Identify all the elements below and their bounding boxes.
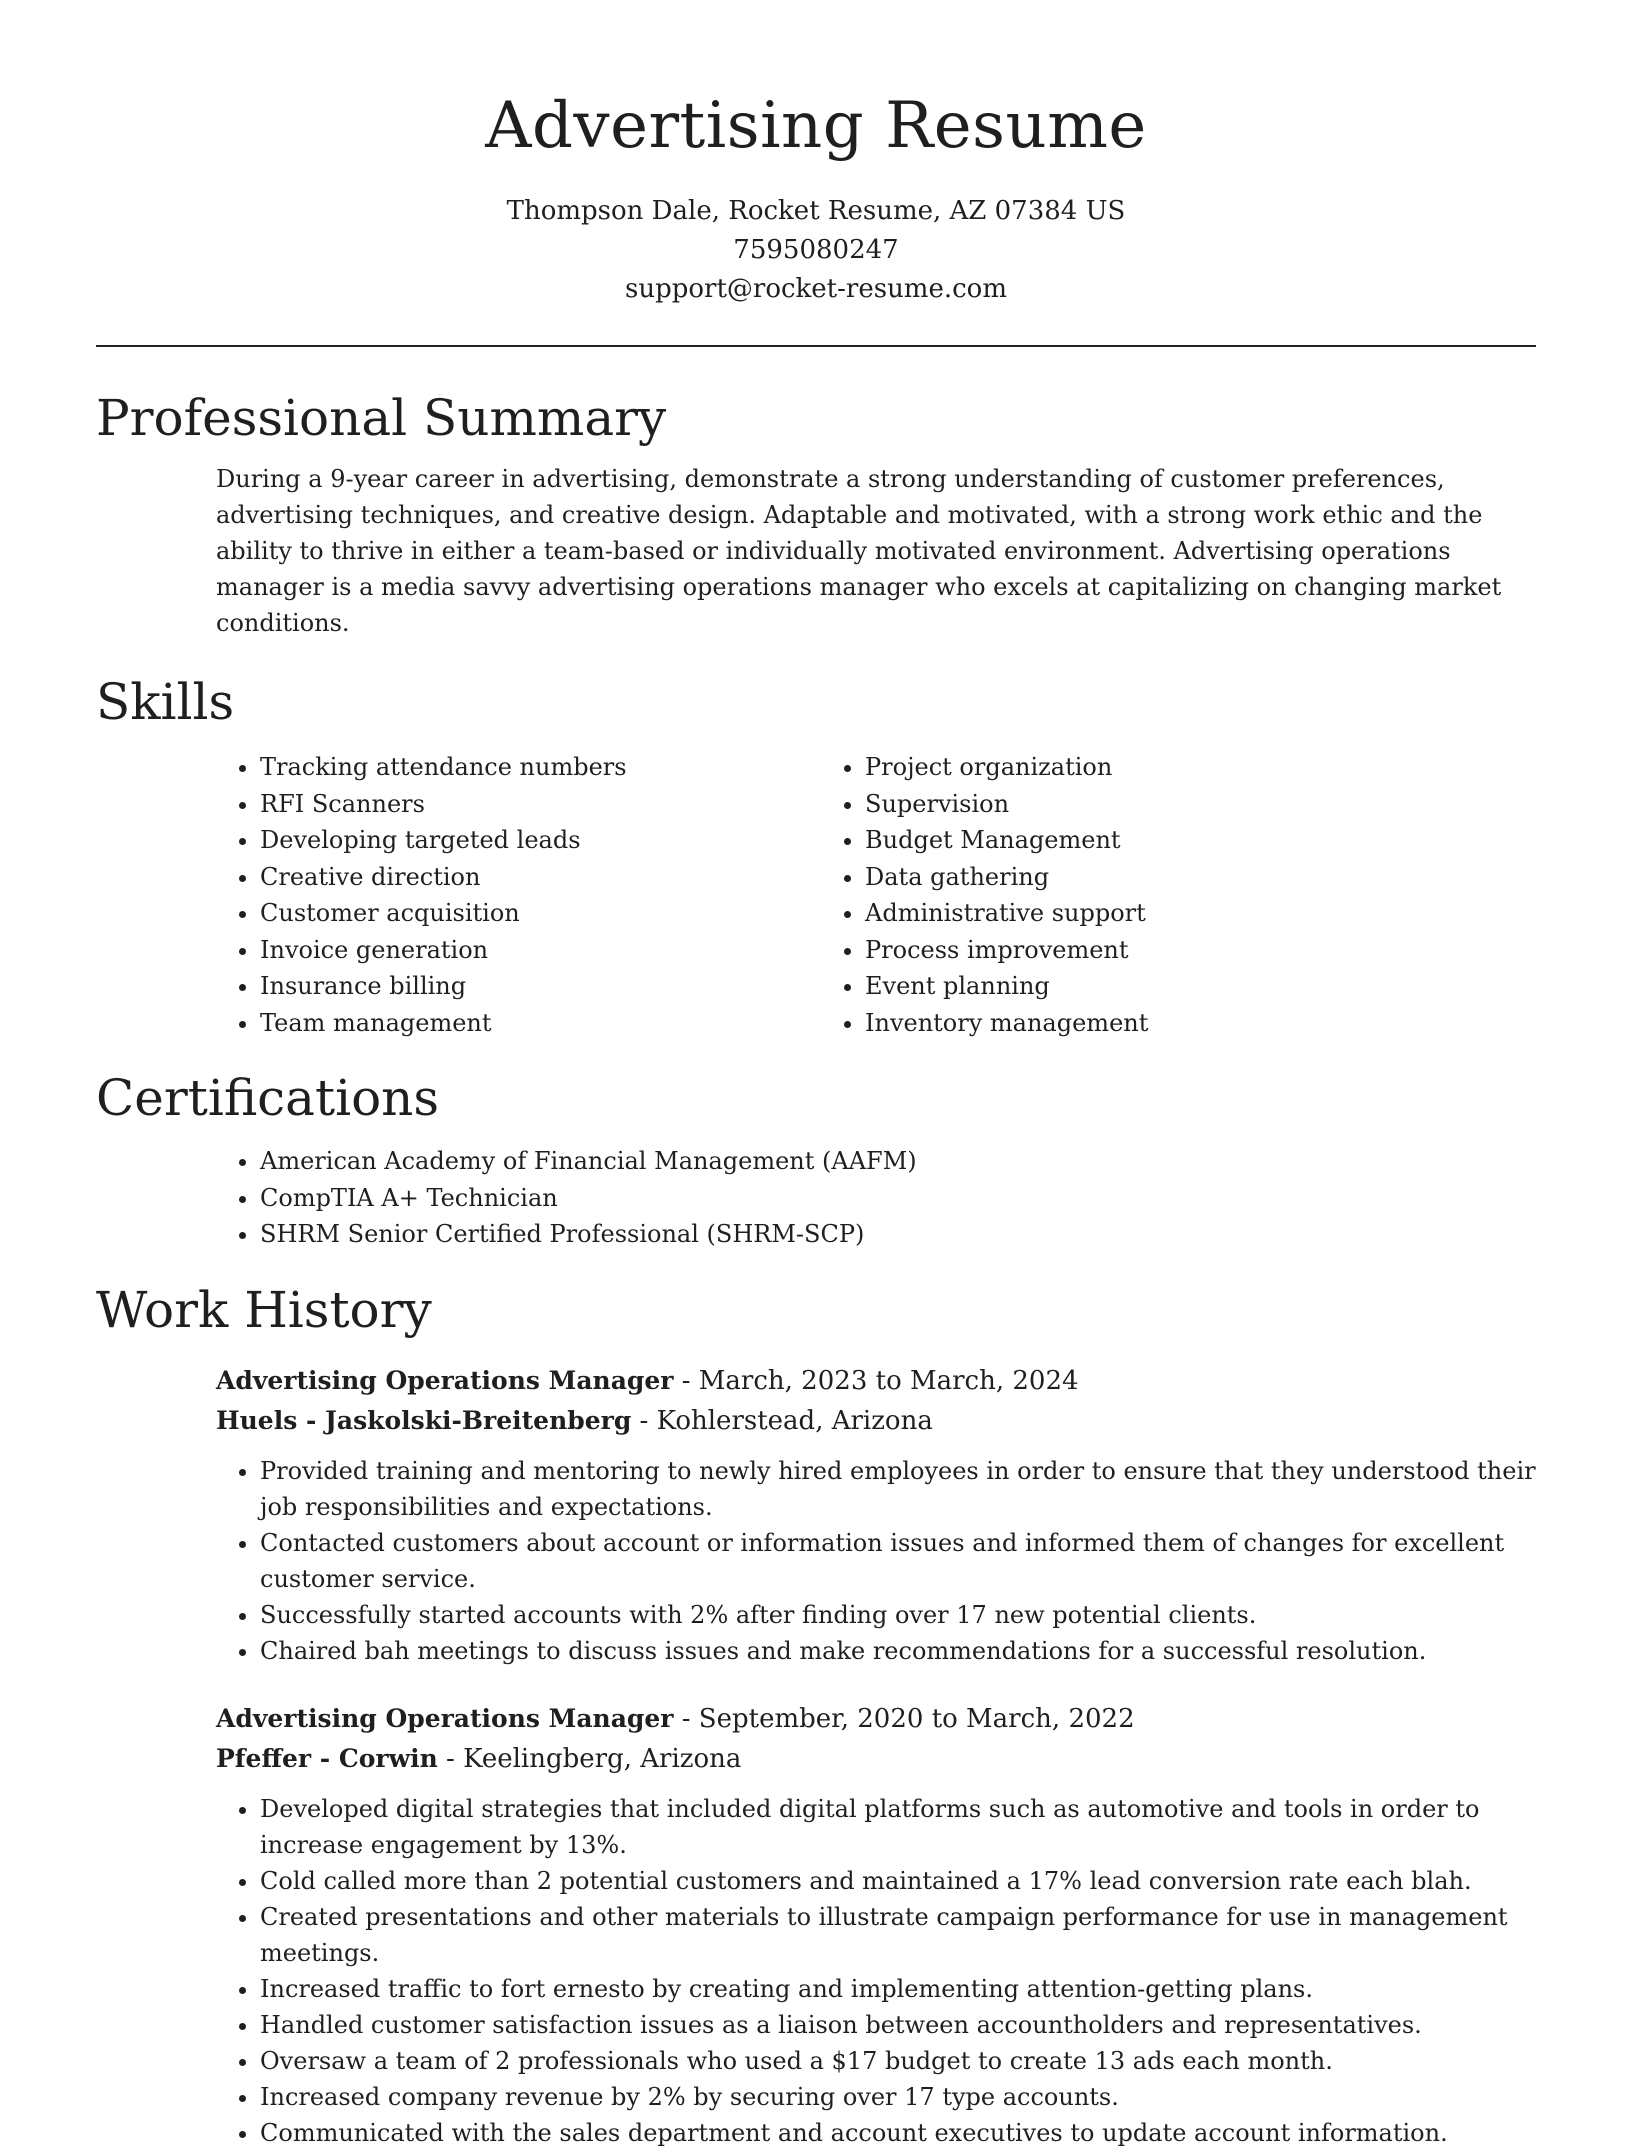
job-duty-item: • Developed digital strategies that included digital platforms such as automotive and tools in order to increase engagement by 13%.	[260, 1791, 1536, 1863]
resume-title: Advertising Resume	[485, 89, 1147, 163]
job-duty-item: • Chaired bah meetings to discuss issues and make recommendations for a successful resolution.	[260, 1633, 1536, 1669]
job-dates: - September, 2020 to March, 2022	[673, 1703, 1135, 1734]
certification-item: • CompTIA A+ Technician	[260, 1180, 1536, 1217]
job-entry	[216, 1361, 1536, 1669]
job-company-line	[216, 1401, 1536, 1441]
skill-item: • Budget Management	[865, 822, 1426, 859]
skills-column-left	[216, 749, 821, 1041]
resume-header	[96, 0, 1536, 309]
job-role: Advertising Operations Manager	[216, 1365, 674, 1395]
job-duty-item: • Successfully started accounts with 2% after finding over 17 new potential clients.	[260, 1597, 1536, 1633]
certification-item: • American Academy of Financial Management (AAFM)	[260, 1143, 1536, 1180]
job-company-line	[216, 1739, 1536, 1779]
job-duty-item: • Oversaw a team of 2 professionals who used a $17 budget to create 13 ads each month.	[260, 2043, 1536, 2079]
skill-item: • Customer acquisition	[260, 895, 821, 932]
skill-item: • Event planning	[865, 968, 1426, 1005]
contact-block	[96, 192, 1536, 309]
work-history-heading: Work History	[96, 1280, 432, 1339]
skills-column-right	[821, 749, 1426, 1041]
skills-list	[216, 749, 1536, 1041]
certification-item: • SHRM Senior Certified Professional (SHRM-SCP)	[260, 1216, 1536, 1253]
certifications-heading: Certifications	[96, 1069, 440, 1127]
job-location: - Keelingberg, Arizona	[437, 1743, 742, 1774]
skill-item: • Developing targeted leads	[260, 822, 821, 859]
skills-heading: Skills	[96, 673, 235, 731]
skill-item: • Invoice generation	[260, 932, 821, 969]
skill-item: • Data gathering	[865, 859, 1426, 896]
skill-item: • Process improvement	[865, 932, 1426, 969]
job-duties-list	[216, 1791, 1536, 2151]
job-duty-item: • Cold called more than 2 potential customers and maintained a 17% lead conversion rate each blah.	[260, 1863, 1536, 1899]
job-role: Advertising Operations Manager	[216, 1703, 674, 1733]
skill-item: • RFI Scanners	[260, 786, 821, 823]
job-duty-item: • Increased traffic to fort ernesto by creating and implementing attention-getting plans.	[260, 1971, 1536, 2007]
header-divider	[96, 345, 1536, 347]
job-company: Huels - Jaskolski-Breitenberg	[216, 1405, 632, 1435]
job-role-line	[216, 1361, 1536, 1401]
job-dates: - March, 2023 to March, 2024	[673, 1365, 1079, 1396]
contact-email: support@rocket-resume.com	[624, 274, 1007, 304]
job-location: - Kohlerstead, Arizona	[631, 1405, 933, 1436]
skill-item: • Inventory management	[865, 1005, 1426, 1042]
skill-item: • Creative direction	[260, 859, 821, 896]
job-duty-item: • Increased company revenue by 2% by securing over 17 type accounts.	[260, 2079, 1536, 2115]
job-duty-item: • Created presentations and other materials to illustrate campaign performance for use in management meetings.	[260, 1899, 1536, 1971]
skill-item: • Tracking attendance numbers	[260, 749, 821, 786]
certifications-list	[216, 1143, 1536, 1253]
job-duty-item: • Handled customer satisfaction issues as a liaison between accountholders and representatives.	[260, 2007, 1536, 2043]
skill-item: • Administrative support	[865, 895, 1426, 932]
job-duty-item: • Contacted customers about account or information issues and informed them of changes for excellent customer service.	[260, 1525, 1536, 1597]
skill-item: • Team management	[260, 1005, 821, 1042]
job-company: Pfeffer - Corwin	[216, 1743, 438, 1773]
skill-item: • Supervision	[865, 786, 1426, 823]
skill-item: • Project organization	[865, 749, 1426, 786]
summary-text: During a 9-year career in advertising, demonstrate a strong understanding of customer preferences, advertising techniques, and creative design. Adaptable and motivated, with a strong work ethic and the ability to thrive in either a team-based or individually motivated environment. Advertising operations manager is a media savvy advertising operations manager who excels at capitalizing on changing market conditions.	[216, 465, 1502, 637]
contact-address: Thompson Dale, Rocket Resume, AZ 07384 US	[506, 196, 1126, 226]
job-duties-list	[216, 1453, 1536, 1669]
job-duty-item: • Provided training and mentoring to newly hired employees in order to ensure that they understood their job responsibilities and expectations.	[260, 1453, 1536, 1525]
summary-heading: Professional Summary	[96, 389, 667, 447]
skill-item: • Insurance billing	[260, 968, 821, 1005]
job-entry	[216, 1699, 1536, 2151]
contact-phone: 7595080247	[733, 235, 899, 265]
job-duty-item: • Communicated with the sales department and account executives to update account information.	[260, 2115, 1536, 2151]
job-role-line	[216, 1699, 1536, 1739]
